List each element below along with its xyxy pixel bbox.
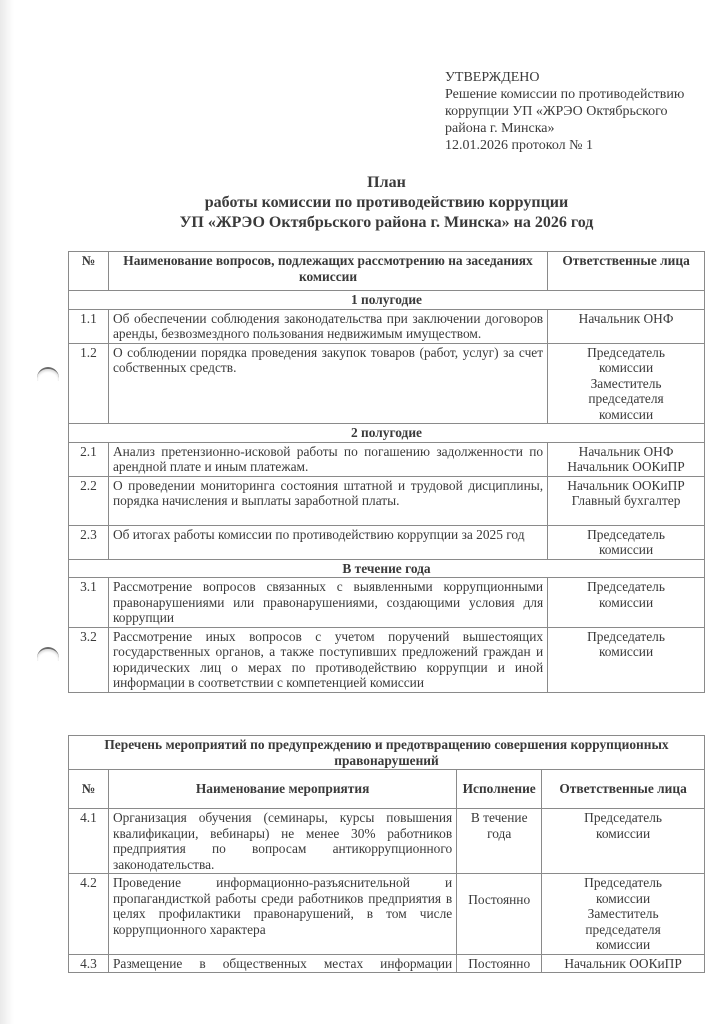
responsible-person: Председатель [584,810,662,825]
approval-line: района г. Минска» [445,121,555,136]
row-responsible [542,809,705,874]
title-line: План [367,174,406,191]
responsible-person: Заместитель [587,906,659,921]
row-text: О проведении мониторинга состояния штатной и трудовой дисциплины, порядка начисления и выплаты заработной платы. [108,476,547,525]
responsible-person: Начальник ОНФ [578,310,674,326]
row-text: Проведение информационно-разъяснительной и пропагандисткой работы среди работников предприятия в целях профилактики правонарушений, в том числе коррупционного характера [108,874,456,955]
table-row [69,343,705,424]
row-num: 4.3 [69,954,109,973]
row-num: 1.2 [69,343,109,424]
header-responsible: Ответственные лица [548,252,705,291]
row-text: О соблюдении порядка проведения закупок товаров (работ, услуг) за счет собственных средств. [108,343,547,424]
prevention-measures-table [68,735,705,973]
approval-line: коррупции УП «ЖРЭО Октябрьского [445,104,668,119]
responsible-person: Председатель [587,344,665,360]
row-execution: В течение года [457,809,542,874]
responsible-person: Председатель [587,579,665,594]
row-responsible [548,309,705,343]
commission-agenda-table [68,251,705,693]
row-responsible [548,476,705,525]
table-row [69,874,705,955]
table-row [69,476,705,525]
page-edge-shadow [0,0,14,1024]
approval-line: Решение комиссии по противодействию [445,87,685,102]
row-num: 4.1 [69,809,109,874]
row-num: 2.1 [69,442,109,476]
responsible-person: председателя [585,921,661,937]
title-line: УП «ЖРЭО Октябрьского района г. Минска» на 2026 год [179,214,594,231]
row-num: 3.2 [69,627,109,692]
responsible-person: Начальник ОНФ [578,443,674,459]
responsible-person: комиссии [596,825,651,841]
row-text: Рассмотрение вопросов связанных с выявленными коррупционными правонарушениями или правонарушениями, создающими условия для коррупции [108,578,547,628]
approval-date-protocol: 12.01.2026 протокол № 1 [445,138,593,153]
table-row [69,627,705,692]
punch-hole-icon [37,647,59,661]
row-num: 2.3 [69,525,109,559]
responsible-person: Председатель [584,875,662,890]
header-responsible: Ответственные лица [542,770,705,809]
header-name: Наименование мероприятия [108,770,456,809]
row-num: 2.2 [69,476,109,525]
table-row [69,309,705,343]
responsible-person: комиссии [598,406,654,422]
responsible-person: Начальник ООКиПР [564,955,682,971]
header-num: № [69,770,109,809]
row-num: 1.1 [69,309,109,343]
table-header-row [69,252,705,291]
responsible-person: председателя [588,391,664,406]
responsible-person: комиссии [598,360,654,375]
responsible-person: Председатель [587,526,665,542]
responsible-person: комиссии [598,644,654,659]
row-text: Об итогах работы комиссии по противодействию коррупции за 2025 год [108,525,547,559]
row-text: Анализ претензионно-исковой работы по погашению задолженности по арендной плате и иным платежам. [108,442,547,476]
row-text: Рассмотрение иных вопросов с учетом поручений вышестоящих государственных органов, а также поступивших предложений граждан и юридических лиц о мерах по противодействию коррупции и иной информации в соответствии с компетенцией комиссии [108,627,547,692]
row-execution: Постоянно [457,954,542,973]
section-title: 2 полугодие [69,424,705,443]
section-row [69,291,705,310]
section-row [69,559,705,578]
row-responsible [548,343,705,424]
row-num: 4.2 [69,874,109,955]
title-line: работы комиссии по противодействию коррупции [204,194,569,211]
section-row [69,424,705,443]
responsible-person: Заместитель [590,375,662,391]
table-row [69,809,705,874]
table-row [69,525,705,559]
table-header-row [69,770,705,809]
responsible-person: Главный бухгалтер [571,493,681,508]
row-responsible [548,442,705,476]
row-num: 3.1 [69,578,109,628]
section-title: 1 полугодие [69,291,705,310]
responsible-person: Начальник ООКиПР [567,459,685,474]
row-text: Организация обучения (семинары, курсы повышения квалификации, вебинары) не менее 30% работников предприятия по вопросам антикоррупционного законодательства. [108,809,456,874]
row-responsible [548,627,705,692]
responsible-person: комиссии [596,937,651,952]
approval-heading: УТВЕРЖДЕНО [445,70,540,85]
approval-stamp [445,69,684,154]
responsible-person: комиссии [598,594,654,610]
responsible-person: комиссии [596,890,651,906]
table-row [69,442,705,476]
row-text: Размещение в общественных местах информации [108,954,456,973]
section-title: Перечень мероприятий по предупреждению и предотвращению совершения коррупционных правонарушений [69,736,705,770]
header-name: Наименование вопросов, подлежащих рассмотрению на заседаниях комиссии [108,252,547,291]
row-responsible [542,874,705,955]
row-execution: Постоянно [457,874,542,955]
responsible-person: Начальник ООКиПР [567,477,685,493]
table-row [69,578,705,628]
punch-hole-icon [37,367,59,381]
responsible-person: комиссии [598,542,654,557]
section-title: В течение года [69,559,705,578]
document-title [68,173,705,233]
row-responsible [542,954,705,973]
table-row [69,954,705,973]
row-text: Об обеспечении соблюдения законодательства при заключении договоров аренды, безвозмездного пользования недвижимым имуществом. [108,309,547,343]
row-responsible [548,525,705,559]
responsible-person: Председатель [587,628,665,644]
row-responsible [548,578,705,628]
header-execution: Исполнение [457,770,542,809]
section-row [69,736,705,770]
header-num: № [69,252,109,291]
